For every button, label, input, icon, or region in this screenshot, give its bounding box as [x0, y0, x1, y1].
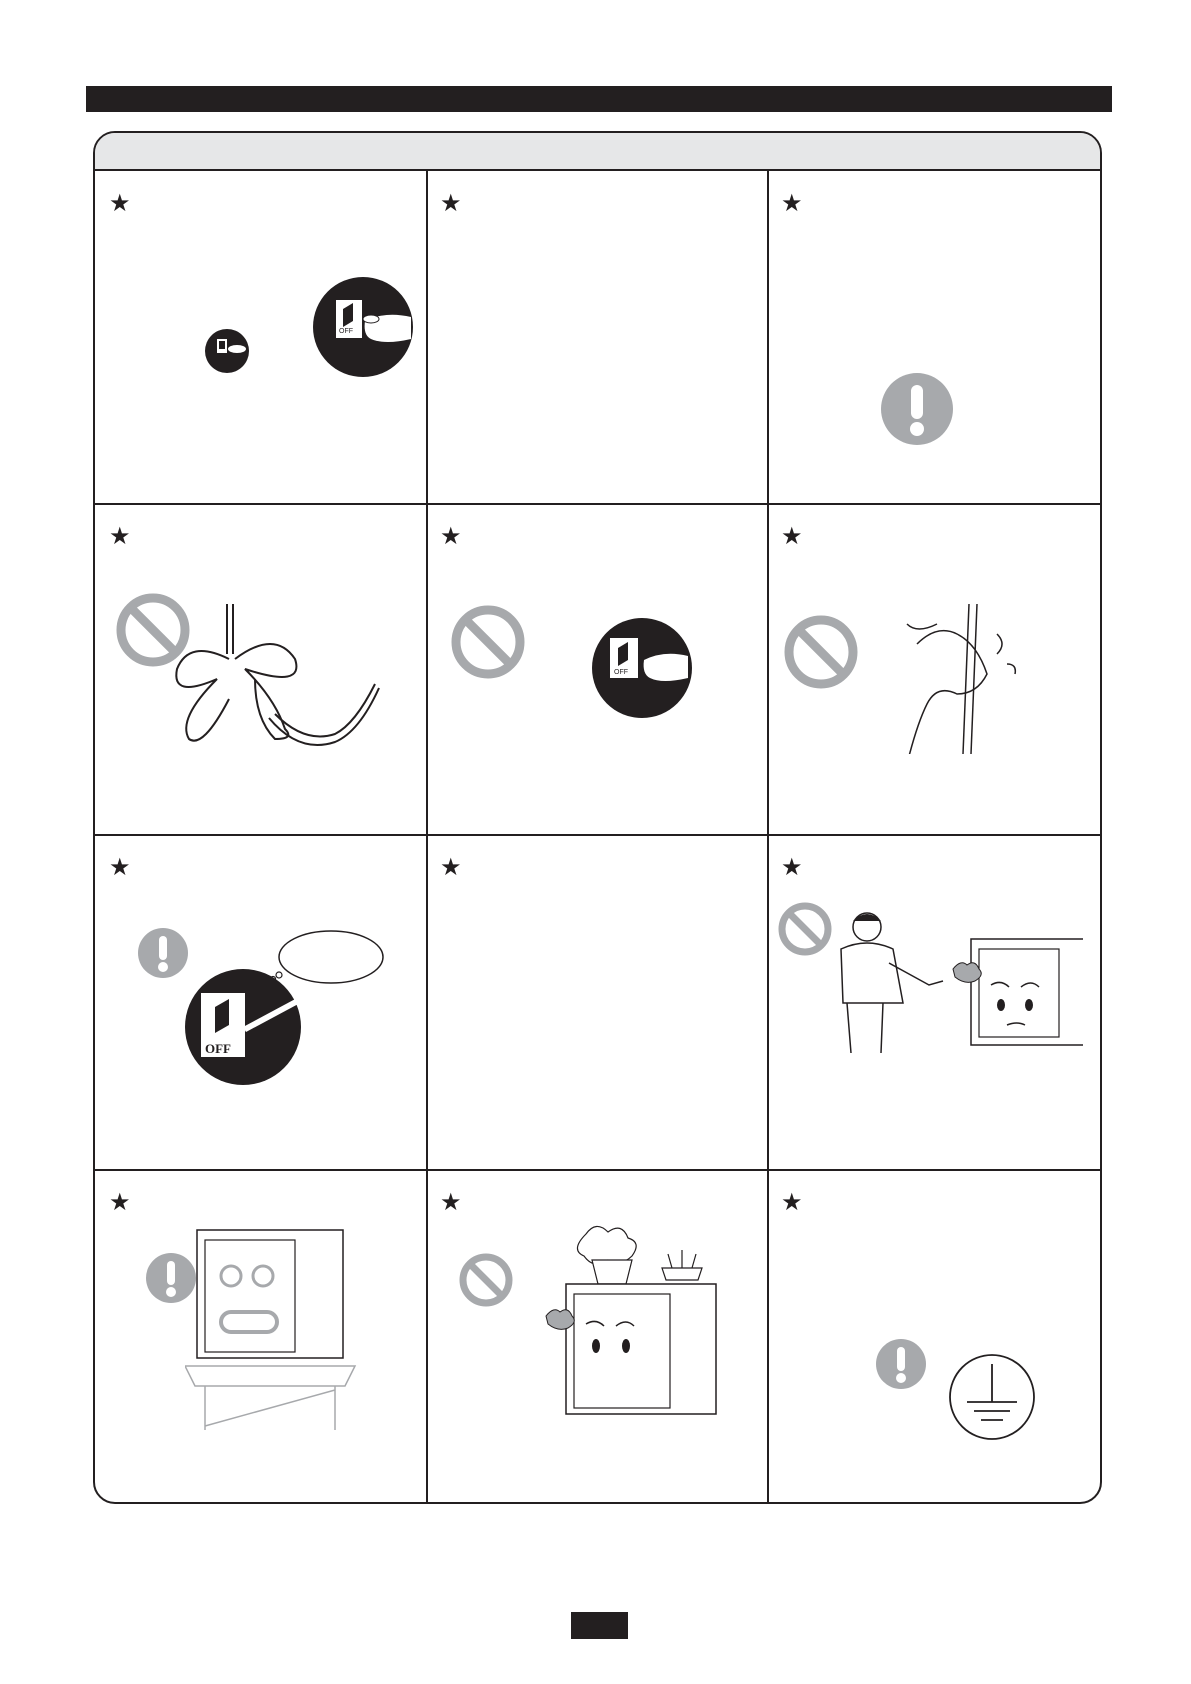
- svg-text:OFF: OFF: [339, 328, 353, 335]
- cell-3: [767, 171, 1100, 503]
- tied-cord-illustration: [165, 604, 405, 764]
- cell-6: [767, 504, 1100, 834]
- power-switch-off-icon: [590, 616, 700, 726]
- star-icon: ★: [440, 522, 462, 550]
- cell-10: [95, 1170, 426, 1502]
- star-icon: ★: [781, 1188, 803, 1216]
- unit-on-stand-illustration: [185, 1226, 415, 1446]
- safety-panel: [93, 131, 1102, 1504]
- unit-with-plants-illustration: [486, 1220, 746, 1450]
- star-icon: ★: [109, 522, 131, 550]
- page-number-block: [571, 1612, 628, 1639]
- star-icon: ★: [440, 189, 462, 217]
- cell-7: [95, 835, 426, 1169]
- prohibition-icon: [783, 614, 863, 694]
- warning-exclamation-icon: [879, 371, 955, 447]
- star-icon: ★: [440, 853, 462, 881]
- star-icon: ★: [109, 189, 131, 217]
- cell-8: [426, 835, 767, 1169]
- star-icon: ★: [440, 1188, 462, 1216]
- cell-4: [95, 504, 426, 834]
- hand-on-cord-illustration: [887, 604, 1027, 754]
- thought-bubble: [181, 927, 391, 1087]
- prohibition-icon: [450, 604, 526, 680]
- panel-header: [95, 133, 1100, 171]
- power-switch-off-icon: [205, 271, 425, 401]
- ground-symbol-icon: [947, 1352, 1037, 1442]
- person-poking-unit-illustration: [823, 909, 1083, 1059]
- cell-9: [767, 835, 1100, 1169]
- star-icon: ★: [109, 853, 131, 881]
- cell-2: [426, 171, 767, 503]
- star-icon: ★: [781, 189, 803, 217]
- svg-text:OFF: OFF: [205, 1041, 231, 1056]
- top-title-bar: [86, 86, 1112, 112]
- cell-11: [426, 1170, 767, 1502]
- cell-5: [426, 504, 767, 834]
- cell-1: [95, 171, 426, 503]
- star-icon: ★: [781, 853, 803, 881]
- star-icon: ★: [781, 522, 803, 550]
- svg-text:OFF: OFF: [614, 669, 628, 676]
- cell-12: [767, 1170, 1100, 1502]
- warning-exclamation-icon: [875, 1338, 927, 1390]
- star-icon: ★: [109, 1188, 131, 1216]
